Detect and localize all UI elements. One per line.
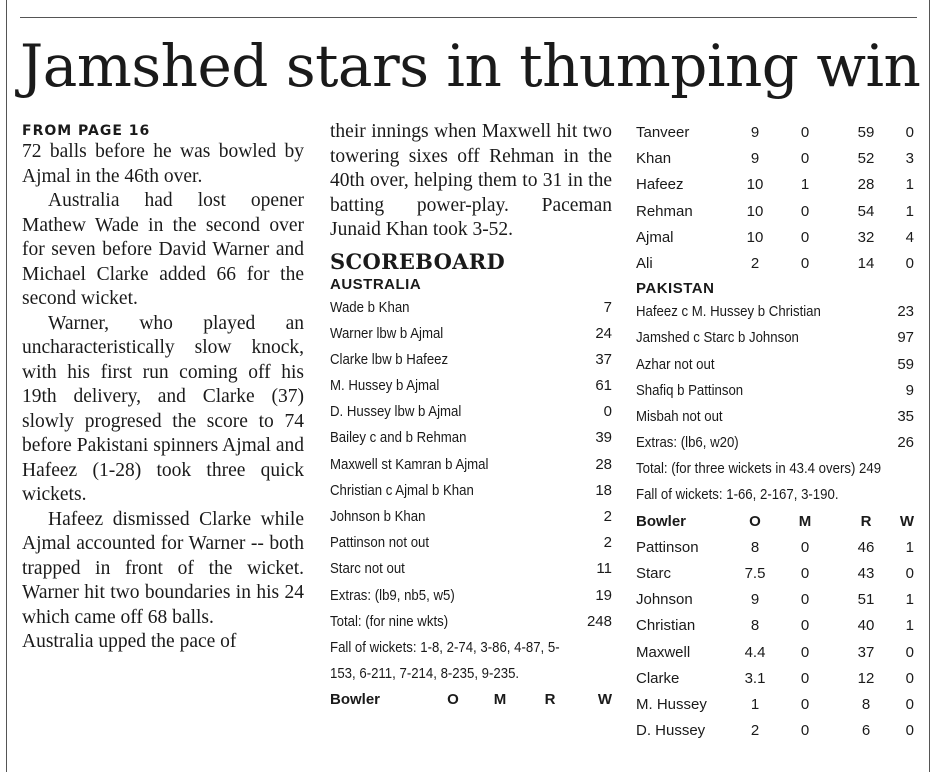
bowler-name: Pattinson	[636, 538, 699, 556]
bowling-m: 0	[800, 228, 810, 246]
paragraph: Australia had lost opener Mathew Wade in the second over for seven before David Warner and Michael Clarke added 66 for the second wicket.	[22, 190, 304, 309]
bowling-o: 8	[750, 617, 760, 635]
bowling-o: 10	[746, 228, 764, 246]
batsman-dismissal: Misbah not out	[636, 407, 723, 425]
batting-row	[636, 378, 914, 404]
runs: 248	[586, 612, 612, 630]
bowling-r: 46	[857, 538, 875, 556]
batsman-dismissal: Shafiq b Pattinson	[636, 381, 744, 399]
bowling-m: 0	[800, 695, 810, 713]
bowler-name: D. Hussey	[636, 722, 706, 740]
paragraph: Hafeez dismissed Clarke while Ajmal accounted for Warner -- both trapped in front of the wicket. Warner hit two boundaries in his 24 which came off 68 balls.	[22, 508, 304, 628]
batting-row	[330, 347, 612, 373]
batsman-dismissal: Extras: (lb6, w20)	[636, 434, 739, 452]
headline: Jamshed stars in thumping win	[20, 32, 921, 100]
runs: 24	[595, 324, 612, 342]
bowling-m: 0	[800, 124, 810, 141]
bowling-header: Bowler O M R W	[636, 512, 914, 530]
bowling-m: 0	[800, 150, 810, 168]
bowler-name: Clarke	[636, 669, 680, 687]
bowling-r: 28	[857, 176, 875, 194]
paragraph: Australia upped the pace of	[22, 631, 237, 652]
bowling-w: 0	[905, 669, 914, 687]
from-page-label: FROM PAGE 16	[22, 123, 151, 139]
batting-row	[330, 504, 612, 530]
batsman-dismissal: Johnson b Khan	[330, 508, 426, 525]
batsman-dismissal: Extras: (lb9, nb5, w5)	[330, 586, 455, 604]
bowling-m: 0	[800, 538, 810, 556]
bowling-m: 0	[800, 722, 810, 740]
bowling-row	[636, 172, 914, 198]
bowling-r: 14	[857, 254, 875, 272]
article-column-3	[636, 120, 914, 744]
bowling-row	[636, 146, 914, 172]
batting-row	[330, 373, 612, 399]
batsman-dismissal: D. Hussey lbw b Ajmal	[330, 403, 462, 421]
bowler-name: Christian	[636, 617, 696, 635]
bowling-row	[636, 587, 914, 613]
australia-fall-of-wickets: Fall of wickets: 1-8, 2-74, 3-86, 4-87, 5- 153, 6-211, 7-214, 8-235, 9-235.	[330, 638, 560, 683]
bowling-m: 0	[800, 669, 810, 687]
batting-row	[330, 425, 612, 451]
top-rule	[20, 17, 917, 18]
pakistan-total: Total: (for three wickets in 43.4 overs) 249	[636, 460, 882, 478]
runs: 19	[595, 586, 612, 604]
bowling-r: 37	[857, 643, 875, 661]
bowling-w: 3	[905, 150, 914, 168]
batting-row	[636, 404, 914, 430]
bowling-w: 1	[905, 617, 914, 635]
paragraph: their innings when Maxwell hit two towering sixes off Rehman in the 40th over, helping them to 31 in the batting power-play. Paceman Junaid Khan took 3-52.	[330, 121, 612, 240]
bowling-m: 0	[800, 617, 810, 635]
batsman-dismissal: Starc not out	[330, 560, 405, 578]
runs: 18	[595, 481, 612, 499]
bowler-name: Ali	[636, 254, 653, 272]
bowling-o: 4.4	[744, 643, 766, 661]
bowling-r: 40	[857, 617, 875, 635]
bowling-row	[636, 666, 914, 692]
bowling-o: 7.5	[744, 565, 766, 583]
paragraph: 72 balls before he was bowled by Ajmal in the 46th over.	[22, 141, 304, 187]
batsman-dismissal: Total: (for nine wkts)	[330, 612, 449, 630]
bowling-o: 3.1	[744, 669, 766, 687]
pakistan-fall-of-wickets: Fall of wickets: 1-66, 2-167, 3-190.	[636, 486, 839, 504]
scoreboard-title: SCOREBOARD	[330, 248, 506, 274]
bowling-r: 8	[861, 695, 871, 713]
runs: 97	[897, 329, 914, 347]
batsman-dismissal: Hafeez c M. Hussey b Christian	[636, 303, 821, 321]
batting-row	[330, 583, 612, 609]
pakistan-batting-card	[636, 299, 914, 456]
bowling-r: 52	[857, 150, 875, 168]
batting-row	[636, 430, 914, 456]
bowling-w: 1	[905, 176, 914, 194]
bowling-row	[636, 692, 914, 718]
runs: 26	[897, 434, 914, 452]
bowling-w: 0	[905, 254, 914, 272]
bowling-w: 1	[905, 538, 914, 556]
batsman-dismissal: Bailey c and b Rehman	[330, 429, 467, 447]
bowling-o: 2	[750, 254, 760, 272]
batsman-dismissal: Pattinson not out	[330, 534, 430, 552]
australia-bowling-card	[636, 535, 914, 745]
bowling-r: 43	[857, 565, 875, 583]
bowling-row	[636, 251, 914, 277]
bowling-row	[636, 535, 914, 561]
bowler-name: Ajmal	[636, 228, 674, 246]
runs: 9	[905, 381, 914, 399]
bowling-m: 0	[800, 202, 810, 220]
bowling-r: 32	[857, 228, 875, 246]
bowling-o: 9	[750, 124, 760, 141]
batsman-dismissal: Christian c Ajmal b Khan	[330, 481, 474, 499]
bowling-row	[636, 561, 914, 587]
runs: 59	[897, 355, 914, 373]
runs: 7	[603, 298, 612, 316]
runs: 2	[603, 508, 612, 525]
bowler-name: Tanveer	[636, 124, 690, 141]
bowling-row	[636, 120, 914, 146]
bowler-name: Johnson	[636, 591, 693, 609]
batsman-dismissal: Warner lbw b Ajmal	[330, 324, 444, 342]
bowling-row	[636, 718, 914, 744]
batsman-dismissal: Maxwell st Kamran b Ajmal	[330, 455, 489, 473]
bowling-m: 0	[800, 254, 810, 272]
bowling-o: 1	[750, 695, 760, 713]
bowling-o: 8	[750, 538, 760, 556]
bowler-name: Hafeez	[636, 176, 684, 194]
bowling-m: 1	[800, 176, 810, 194]
bowler-name: Starc	[636, 565, 672, 583]
bowling-r: 6	[861, 722, 871, 740]
batting-row	[330, 556, 612, 582]
batsman-dismissal: M. Hussey b Ajmal	[330, 377, 440, 395]
australia-batting-card	[330, 295, 612, 635]
team-heading-australia: AUSTRALIA	[330, 275, 422, 293]
runs: 28	[595, 455, 612, 473]
article-column-1	[22, 120, 304, 655]
bowling-w: 0	[905, 124, 914, 141]
bowler-name: Rehman	[636, 202, 693, 220]
bowling-m: 0	[800, 591, 810, 609]
bowler-name: Khan	[636, 150, 672, 168]
batting-row	[636, 352, 914, 378]
runs: 0	[603, 403, 612, 421]
bowling-o: 9	[750, 591, 760, 609]
bowling-w: 1	[905, 202, 914, 220]
bowler-name: Maxwell	[636, 643, 691, 661]
bowling-o: 9	[750, 150, 760, 168]
bowling-w: 0	[905, 565, 914, 583]
bowling-row	[636, 225, 914, 251]
bowling-r: 54	[857, 202, 875, 220]
team-heading-pakistan: PAKISTAN	[636, 280, 715, 298]
bowling-w: 0	[905, 722, 914, 740]
runs: 35	[897, 407, 914, 425]
article-column-2	[330, 120, 612, 714]
batting-row	[330, 295, 612, 321]
bowling-w: 1	[905, 591, 914, 609]
runs: 39	[595, 429, 612, 447]
batting-row	[330, 399, 612, 425]
runs: 11	[596, 560, 612, 578]
batsman-dismissal: Clarke lbw b Hafeez	[330, 350, 449, 368]
batsman-dismissal: Azhar not out	[636, 355, 715, 373]
runs: 37	[595, 350, 612, 368]
batting-row	[636, 299, 914, 325]
bowling-r: 51	[857, 591, 875, 609]
runs: 23	[897, 303, 914, 321]
paragraph: Warner, who played an uncharacteristically slow knock, with his first run coming off his 19th delivery, and Clarke (37) slowly progresed the score to 74 before Pakistani spinners Ajmal and Hafeez (1-28) took three quick wickets.	[22, 312, 304, 505]
bowling-o: 2	[750, 722, 760, 740]
bowling-w: 4	[905, 228, 914, 246]
batting-row	[330, 321, 612, 347]
bowling-row	[636, 640, 914, 666]
bowling-header: Bowler O M R W	[330, 691, 612, 709]
batsman-dismissal: Jamshed c Starc b Johnson	[636, 329, 799, 347]
bowling-r: 59	[857, 124, 875, 141]
batting-row	[636, 325, 914, 351]
bowling-row	[636, 613, 914, 639]
batting-row	[330, 478, 612, 504]
batting-row	[330, 609, 612, 635]
bowling-w: 0	[905, 695, 914, 713]
bowling-o: 10	[746, 176, 764, 194]
pakistan-bowling-card	[636, 120, 914, 277]
bowling-o: 10	[746, 202, 764, 220]
bowling-m: 0	[800, 565, 810, 583]
batting-row	[330, 452, 612, 478]
runs: 2	[603, 534, 612, 552]
batsman-dismissal: Wade b Khan	[330, 298, 410, 316]
bowler-name: M. Hussey	[636, 695, 707, 713]
runs: 61	[595, 377, 612, 395]
bowling-w: 0	[905, 643, 914, 661]
bowling-r: 12	[857, 669, 875, 687]
bowling-m: 0	[800, 643, 810, 661]
batting-row	[330, 530, 612, 556]
bowling-row	[636, 199, 914, 225]
